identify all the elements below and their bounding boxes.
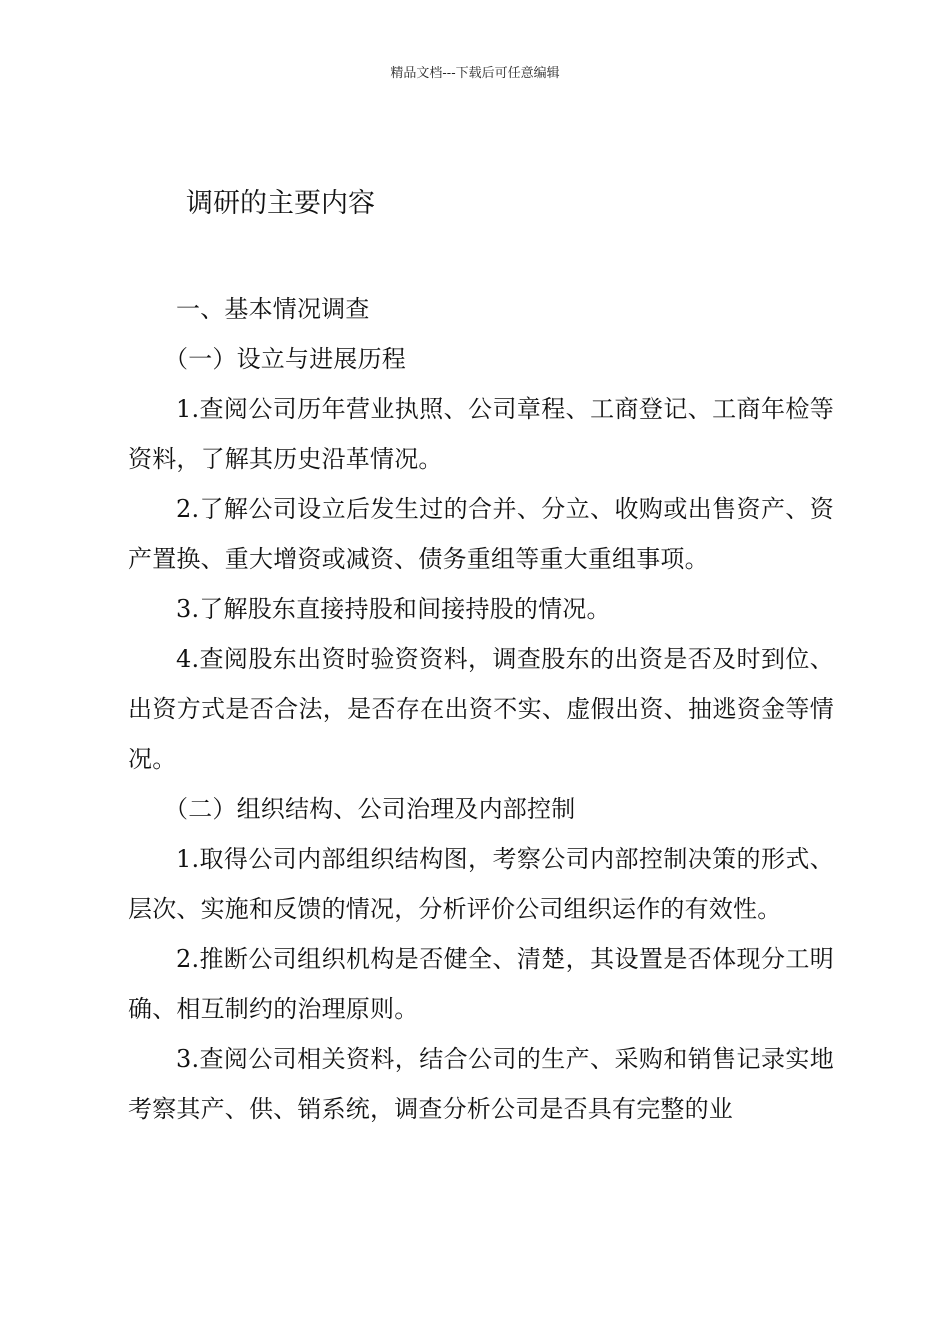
- paragraph: 3.查阅公司相关资料，结合公司的生产、采购和销售记录实地考察其产、供、销系统，调查分析公司是否具有完整的业: [128, 1045, 834, 1123]
- subsection-heading: （一）设立与进展历程: [164, 345, 406, 373]
- paragraph: 4.查阅股东出资时验资资料，调查股东的出资是否及时到位、出资方式是否合法，是否存在出资不实、虚假出资、抽逃资金等情况。: [128, 645, 834, 773]
- page-header: 精品文档---下载后可任意编辑: [390, 66, 560, 81]
- paragraph: 1.取得公司内部组织结构图，考察公司内部控制决策的形式、层次、实施和反馈的情况，分析评价公司组织运作的有效性。: [128, 845, 834, 923]
- subsection-heading: （二）组织结构、公司治理及内部控制: [164, 795, 576, 823]
- paragraph: 2.了解公司设立后发生过的合并、分立、收购或出售资产、资产置换、重大增资或减资、债务重组等重大重组事项。: [128, 495, 834, 573]
- document-body: [128, 284, 834, 1134]
- paragraph: 1.查阅公司历年营业执照、公司章程、工商登记、工商年检等资料，了解其历史沿革情况。: [128, 395, 834, 473]
- paragraph: 2.推断公司组织机构是否健全、清楚，其设置是否体现分工明确、相互制约的治理原则。: [128, 945, 834, 1023]
- document-title: 调研的主要内容: [186, 188, 375, 219]
- section-heading: 一、基本情况调查: [176, 295, 370, 323]
- paragraph: 3.了解股东直接持股和间接持股的情况。: [176, 595, 611, 623]
